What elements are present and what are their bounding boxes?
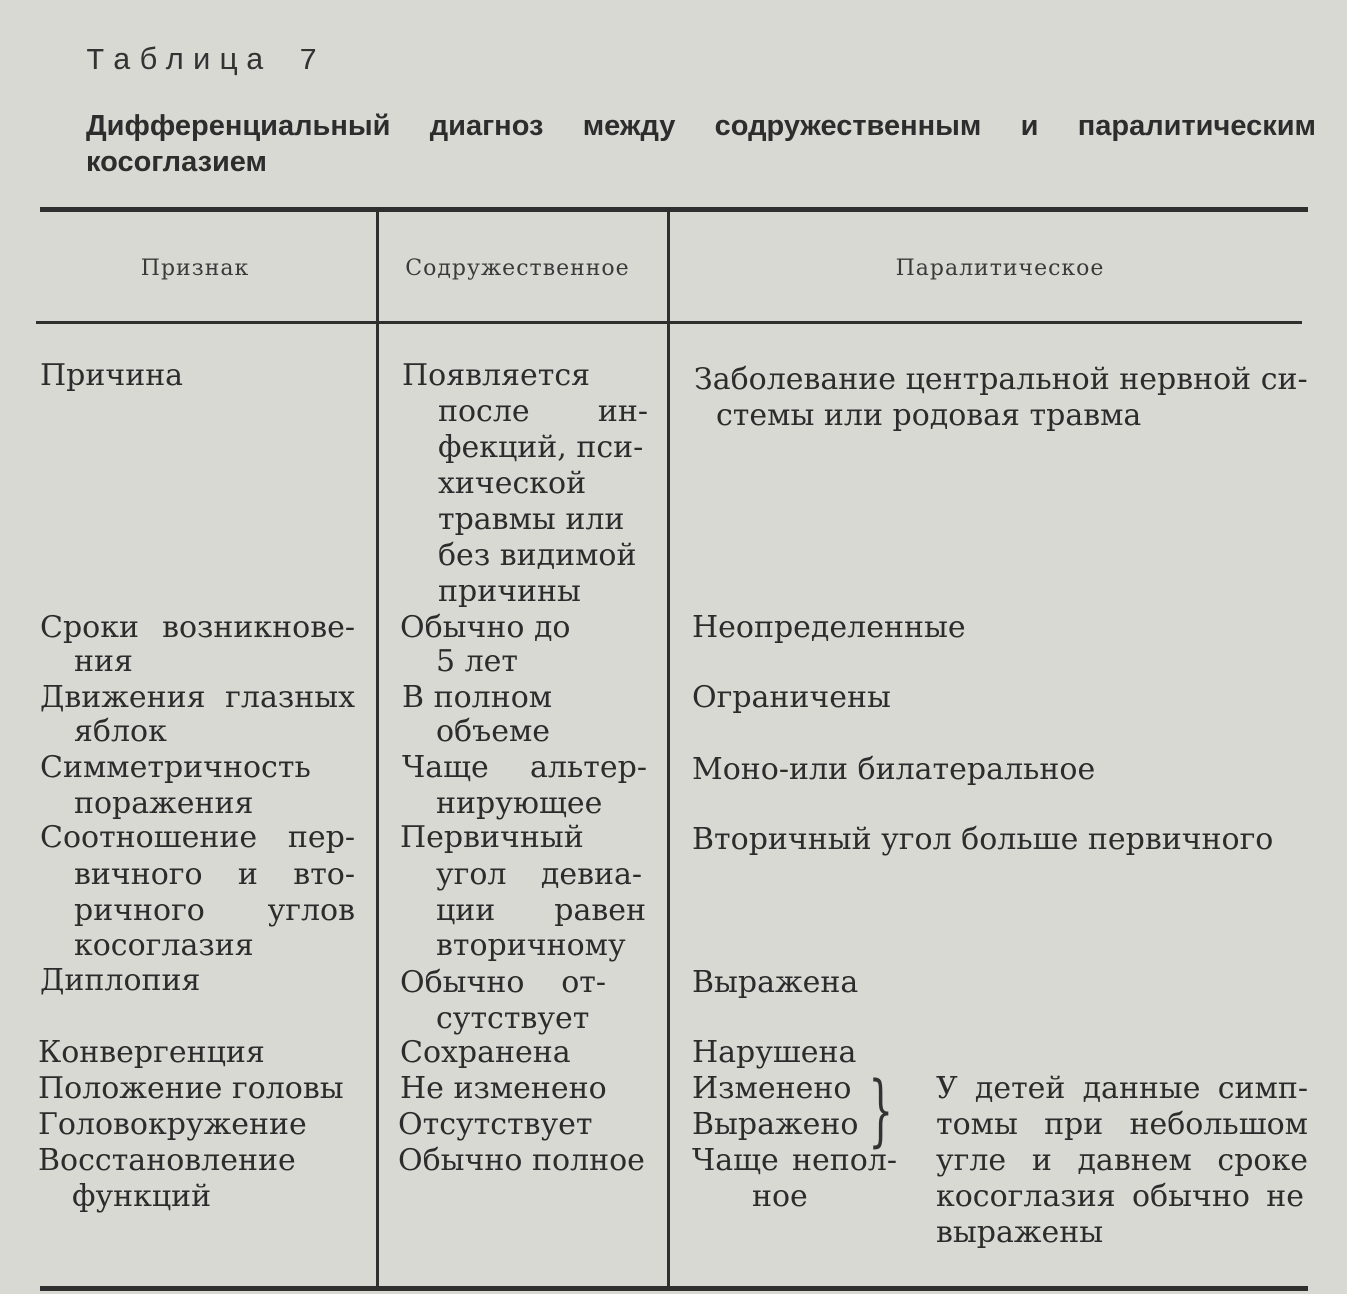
concomitant-line: причины xyxy=(438,574,581,609)
paralytic-line: стемы или родовая травма xyxy=(716,398,1142,433)
header-concomitant: Содружественное xyxy=(405,256,630,281)
paralytic-line: Вторичный угол больше первичного xyxy=(692,822,1274,857)
concomitant-line: после ин- xyxy=(438,394,648,429)
top-rule xyxy=(40,207,1308,212)
feature-line: поражения xyxy=(74,786,254,821)
concomitant-line: объеме xyxy=(436,714,551,749)
paralytic-line: Ограничены xyxy=(692,680,891,715)
feature-line: Движения глазных xyxy=(40,680,355,715)
feature-line: Восстановление xyxy=(38,1143,296,1178)
paralytic-line: Моно-или билатеральное xyxy=(692,752,1096,787)
concomitant-line: Первичный xyxy=(400,820,584,855)
note-line: У детей данные симп- xyxy=(936,1071,1308,1106)
concomitant-line: Чаще альтер- xyxy=(402,750,647,785)
feature-line: Симметричность xyxy=(40,750,311,785)
paralytic-line: Нарушена xyxy=(692,1035,857,1070)
paralytic-line: Изменено xyxy=(692,1071,852,1106)
concomitant-line: В полном xyxy=(402,680,553,715)
feature-line: Конвергенция xyxy=(38,1035,265,1070)
bottom-rule xyxy=(40,1286,1308,1291)
header-paralytic: Паралитическое xyxy=(895,256,1105,281)
concomitant-line: вторичному xyxy=(436,928,626,963)
column-divider-1 xyxy=(376,212,379,1286)
paralytic-line: Выражено xyxy=(692,1107,859,1142)
table-title: Дифференциальный диагноз между содружественным и паралитическим косоглазием xyxy=(86,110,1316,178)
concomitant-line: нирующее xyxy=(436,786,603,821)
concomitant-line: Сохранена xyxy=(400,1035,571,1070)
feature-line: вичного и вто- xyxy=(74,857,355,892)
note-line: косоглазия обычно не xyxy=(936,1179,1304,1214)
concomitant-line: угол девиа- xyxy=(436,857,642,892)
paralytic-line: Выражена xyxy=(692,965,859,1000)
paralytic-line: Чаще непол- xyxy=(692,1143,897,1178)
feature-line: Сроки возникнове- xyxy=(40,610,355,645)
paralytic-line: Неопределенные xyxy=(692,610,966,645)
feature-line: функций xyxy=(72,1179,212,1214)
feature-line: яблок xyxy=(74,714,167,749)
feature-line: Головокружение xyxy=(38,1107,307,1142)
feature-line: Причина xyxy=(40,358,184,393)
concomitant-line: без видимой xyxy=(438,538,637,573)
paralytic-line: ное xyxy=(752,1179,808,1214)
feature-line: Соотношение пер- xyxy=(40,820,355,855)
note-line: угле и давнем сроке xyxy=(936,1143,1308,1178)
concomitant-line: Обычно полное xyxy=(398,1143,645,1178)
concomitant-line: травмы или xyxy=(438,502,625,537)
table-label: Таблица 7 xyxy=(86,44,326,79)
column-divider-2 xyxy=(667,212,670,1286)
concomitant-line: Обычно от- xyxy=(400,965,606,1000)
concomitant-line: хической xyxy=(438,466,587,501)
concomitant-line: сутствует xyxy=(436,1001,590,1036)
feature-line: косоглазия xyxy=(74,928,254,963)
concomitant-line: Отсутствует xyxy=(398,1107,593,1142)
note-line: томы при небольшом xyxy=(936,1107,1308,1142)
concomitant-line: фекций, пси- xyxy=(438,430,644,465)
concomitant-line: Не изменено xyxy=(400,1071,607,1106)
concomitant-line: Появляется xyxy=(402,358,591,393)
feature-line: ричного углов xyxy=(74,893,355,928)
feature-line: Положение головы xyxy=(38,1071,344,1106)
concomitant-line: ции равен xyxy=(436,893,646,928)
feature-line: ния xyxy=(74,644,133,679)
feature-line: Диплопия xyxy=(40,963,201,998)
note-line: выражены xyxy=(936,1215,1104,1250)
paralytic-line: Заболевание центральной нервной си- xyxy=(694,362,1308,397)
right-brace-icon: } xyxy=(868,1066,894,1156)
concomitant-line: 5 лет xyxy=(436,644,519,679)
header-feature: Признак xyxy=(140,256,250,281)
concomitant-line: Обычно до xyxy=(400,610,571,645)
